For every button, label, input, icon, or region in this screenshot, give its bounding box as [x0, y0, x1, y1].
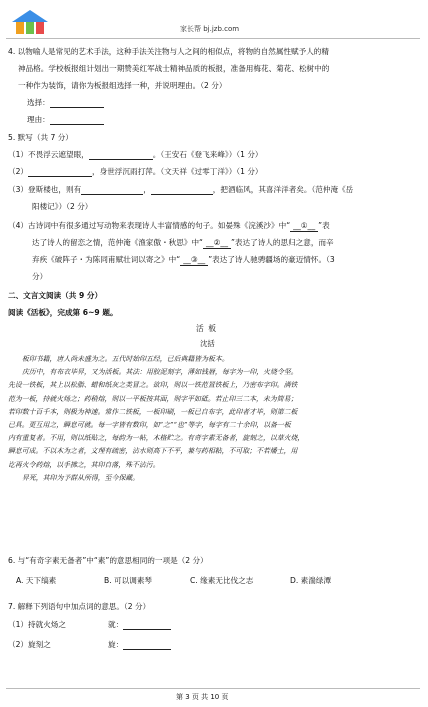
page-footer: 第 3 页 共 10 页 [176, 693, 229, 701]
site-name: 家长帮 bj.jzb.com [180, 25, 240, 33]
q5-title: 5. 默写（共 7 分） [8, 133, 73, 142]
q5-item-4-text-d: ”表达了诗人的思归之意，而辛 [231, 238, 334, 247]
q5-item-2 [8, 167, 263, 177]
q4-choose-blank[interactable] [50, 99, 104, 108]
q5-item-3-blank-2[interactable] [151, 186, 213, 195]
q7-question: 7. 解释下列语句中加点词的意思。（2 分） [8, 602, 151, 611]
q5-blank-3[interactable]: __③__ [180, 255, 208, 266]
q7-item-1-blank[interactable] [123, 621, 171, 630]
passage-line: 范为一板，持就火炀之；药稍熔，则以一平板按其面，则字平如砥。若止印三二本，未为简易； [8, 394, 298, 403]
q7-item-2: （2）旋刻之 [8, 640, 51, 649]
q5-item-1-source: 。（王安石《登飞来峰》）（1 分） [152, 150, 263, 159]
q5-item-2-text: ，身世浮沉雨打萍。（文天祥《过零丁洋》）（1 分） [92, 167, 263, 176]
q5-item-4-text: （4）古诗词中有很多通过写动物来表现诗人丰富情感的句子。如晏殊《浣溪沙》中“ [8, 221, 291, 230]
q5-item-1-blank[interactable] [89, 151, 153, 160]
passage-line: 已具。更互用之，瞬息可就。每一字皆有数印，如“之”“也”等字，每字有二十余印，以备一板 [8, 421, 291, 430]
q7-item-1-answer [108, 620, 171, 630]
q4-reason-label: 理由： [27, 115, 50, 124]
q5-item-4-text-c: 达了诗人的留恋之情，范仲淹《渔家傲・秋思》中“ [32, 238, 203, 247]
q5-item-2-num: （2） [8, 167, 29, 176]
q5-item-2-blank[interactable] [28, 168, 92, 177]
q7-item-2-answer [108, 640, 171, 650]
q7-item-2-blank[interactable] [123, 641, 171, 650]
q5-item-1 [8, 150, 263, 160]
q5-item-3-cont: 阳楼记》）（2 分） [32, 202, 93, 211]
q5-item-3-text: （3）登斯楼也，则有 [8, 185, 82, 194]
q4-line-2: 神品格。学校板报组计划出一期赞美红军战士精神品质的板报，准备用梅花、菊花、松树中的 [18, 64, 330, 73]
q4-line-1: 4. 以物喻人是常见的艺术手法，这种手法关注物与人之间的相似点，将物的自然属性赋予人的精 [8, 47, 329, 56]
q7-item-2-label: 旋： [108, 640, 124, 649]
q5-item-3-source: ，把酒临风，其喜洋洋者矣。（范仲淹《岳 [212, 185, 354, 194]
passage-body [8, 353, 420, 485]
q5-item-3 [8, 185, 353, 195]
q6-option-a[interactable]: A. 天下缟素 [16, 576, 57, 585]
q4-line-3: 一种作为装饰，请你为板报组选择一种，并说明理由。（2 分） [18, 81, 227, 90]
q5-item-4-text-f: ”表达了诗人驰骋疆场的豪迈情怀。（3 [208, 255, 335, 264]
q7-item-1-label: 就： [108, 620, 124, 629]
q5-item-4-l2 [32, 238, 334, 249]
header-divider [6, 38, 420, 39]
q5-item-4-text-e: 弃疾《破阵子・为陈同甫赋壮词以寄之》中“ [32, 255, 181, 264]
q5-item-4-l3 [32, 255, 335, 266]
q5-item-1-text: （1）不畏浮云遮望眼， [8, 150, 89, 159]
q5-blank-1[interactable]: __①__ [290, 221, 318, 232]
passage-line: 昇死，其印为予群从所得，至今保藏。 [22, 473, 140, 482]
q4-reason-blank[interactable] [50, 116, 104, 125]
q7-item-1: （1）持就火炀之 [8, 620, 66, 629]
passage-title: 活 板 [196, 324, 218, 333]
passage-line: 板印书籍，唐人尚未盛为之。五代时始印五经，已后典籍皆为板本。 [22, 355, 229, 363]
q6-option-d[interactable]: D. 素湍绿潭 [290, 576, 332, 585]
q5-item-4-text-b: ”表 [318, 221, 330, 230]
passage-line: 先设一铁板，其上以松脂、蜡和纸灰之类冒之。欲印，则以一铁范置铁板上，乃密布字印。满铁 [8, 381, 298, 390]
passage-line: 内有重复者。不用，则以纸贴之，每韵为一帖，木格贮之。有奇字素无备者，旋刻之，以草火烧， [8, 434, 305, 443]
q6-question: 6. 与“有奇字素无备者”中“素”的意思相同的一项是（2 分） [8, 556, 208, 565]
section-2-title: 二、文言文阅读（共 9 分） [8, 291, 103, 300]
q5-blank-2[interactable]: __②__ [203, 238, 231, 249]
q5-item-3-comma: ， [143, 185, 151, 194]
q4-choose [27, 98, 104, 108]
passage-line: 庆历中，有布衣毕昇，又为活板。其法：用胶泥刻字，薄如钱唇，每字为一印，火烧令坚。 [22, 368, 298, 377]
q5-item-4-l4: 分） [32, 272, 48, 281]
footer-divider [6, 688, 420, 689]
q4-choose-label: 选择： [27, 98, 50, 107]
q6-option-b[interactable]: B. 可以调素琴 [104, 576, 153, 585]
passage-author: 沈括 [200, 339, 215, 348]
passage-line: 讫再火令药熔，以手拂之，其印自落，殊不沾污。 [8, 460, 160, 469]
house-logo-icon [8, 8, 52, 36]
passage-line: 若印数十百千本，则极为神速。常作二铁板，一板印刷，一板已自布字，此印者才毕，则第二板 [8, 407, 298, 416]
q5-item-4-l1 [8, 221, 330, 232]
page-header [0, 0, 428, 40]
passage-line: 瞬息可成。不以木为之者，文理有疏密，沾水则高下不平，兼与药相粘，不可取；不若燔土，用 [8, 447, 298, 456]
q5-item-3-blank-1[interactable] [81, 186, 143, 195]
section-2-instruction: 阅读《活板》，完成第 6~9 题。 [8, 308, 118, 317]
q6-option-c[interactable]: C. 缘素无比伐之志 [190, 576, 254, 585]
q4-reason [27, 115, 104, 125]
